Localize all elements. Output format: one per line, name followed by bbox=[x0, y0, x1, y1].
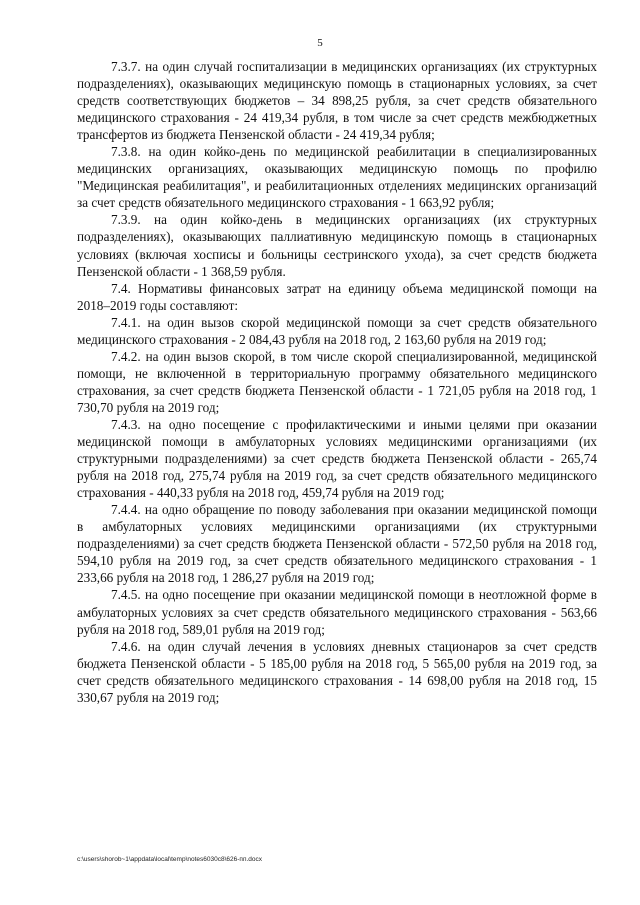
paragraph-7-4-1: 7.4.1. на один вызов скорой медицинской помощи за счет средств обязательного медицинского страхования - 2 084,43 рубля на 2018 год, 2 163,60 рубля на 2019 год; bbox=[77, 314, 597, 347]
paragraph-7-4: 7.4. Нормативы финансовых затрат на единицу объема медицинской помощи на 2018–2019 годы составляют: bbox=[77, 280, 597, 313]
paragraph-7-3-8: 7.3.8. на один койко-день по медицинской реабилитации в специализированных медицинских организациях, оказывающих медицинскую помощь по профилю "Медицинская реабилитация", и реабилитационных отделениях медицинских организаций за счет средств обязательного медицинского страхования - 1 663,92 рубля; bbox=[77, 144, 597, 211]
page-number: 5 bbox=[317, 37, 323, 49]
paragraph-7-4-3: 7.4.3. на одно посещение с профилактическими и иными целями при оказании медицинской помощи в амбулаторных условиях медицинскими организациями (их структурными подразделениями) за счет средств бюджета Пензенской области - 265,74 рубля на 2018 год, 275,74 рубля на 2019 год, за счет средств обязательного медицинского страхования - 440,33 рубля на 2018 год, 459,74 рубля на 2019 год; bbox=[77, 416, 597, 501]
paragraph-7-3-7: 7.3.7. на один случай госпитализации в медицинских организациях (их структурных подразделениях), оказывающих медицинскую помощь в стационарных условиях, за счет средств соответствующих бюджетов – 34 898,25 рубля, за счет средств обязательного медицинского страхования - 24 419,34 рубля, в том числе за счет средств межбюджетных трансфертов из бюджета Пензенской области - 24 419,34 рубля; bbox=[77, 59, 597, 143]
paragraph-7-4-4: 7.4.4. на одно обращение по поводу заболевания при оказании медицинской помощи в амбулаторных условиях медицинскими организациями (их структурными подразделениями) за счет средств бюджета Пензенской области - 572,50 рубля на 2018 год, 594,10 рубля на 2019 год, за счет средств обязательного медицинского страхования - 1 233,66 рубля на 2018 год, 1 286,27 рубля на 2019 год; bbox=[77, 502, 597, 586]
paragraph-7-4-6: 7.4.6. на один случай лечения в условиях дневных стационаров за счет средств бюджета Пензенской области - 5 185,00 рубля на 2018 год, 5 565,00 рубля на 2019 год, за счет средств обязательного медицинского страхования - 14 698,00 рубля на 2018 год, 15 330,67 рубля на 2019 год; bbox=[77, 638, 597, 705]
paragraph-7-3-9: 7.3.9. на один койко-день в медицинских организациях (их структурных подразделениях), оказывающих паллиативную медицинскую помощь в стационарных условиях (включая хосписы и больницы сестринского ухода), за счет средств бюджета Пензенской области - 1 368,59 рубля. bbox=[77, 212, 597, 279]
paragraph-7-4-5: 7.4.5. на одно посещение при оказании медицинской помощи в неотложной форме в амбулаторных условиях за счет средств обязательного медицинского страхования - 563,66 рубля на 2018 год, 589,01 рубля на 2019 год; bbox=[77, 587, 597, 637]
paragraph-7-4-2: 7.4.2. на один вызов скорой, в том числе скорой специализированной, медицинской помощи, не включенной в территориальную программу обязательного медицинского страхования, за счет средств бюджета Пензенской области - 1 721,05 рубля на 2018 год, 1 730,70 рубля на 2019 год; bbox=[77, 348, 597, 415]
file-path-footer: c:\users\shorob~1\appdata\local\temp\notes6030c8\626-пп.docx bbox=[77, 856, 263, 863]
document-body bbox=[77, 58, 597, 706]
